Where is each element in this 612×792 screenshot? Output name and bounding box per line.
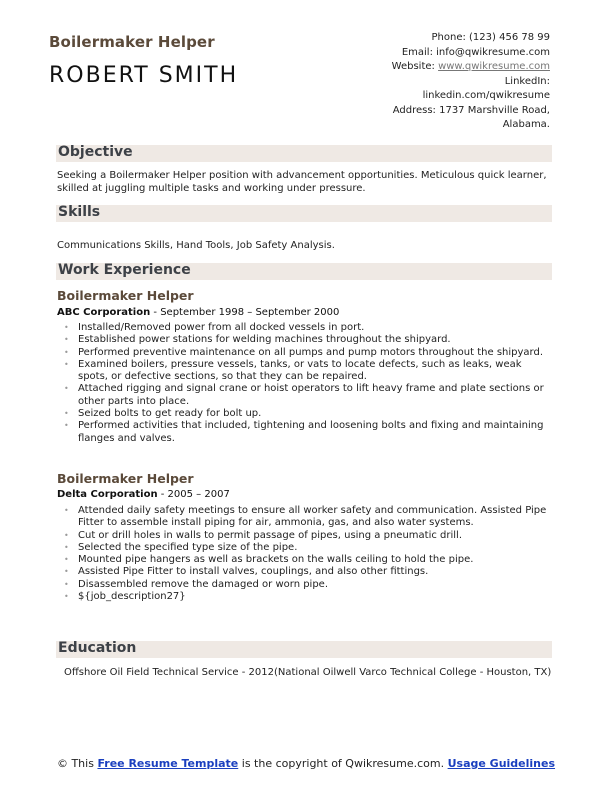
section-title-work-experience: Work Experience	[58, 262, 191, 278]
section-title-objective: Objective	[58, 144, 133, 160]
section-title-education: Education	[58, 640, 137, 656]
job-title-1: Boilermaker Helper	[57, 288, 194, 303]
bullet-item: • Seized bolts to get ready for bolt up.	[62, 408, 552, 420]
section-header-objective	[56, 145, 552, 162]
usage-guidelines-link[interactable]: Usage Guidelines	[447, 757, 556, 770]
job-title-2: Boilermaker Helper	[57, 471, 194, 486]
bullet-item: • Assisted Pipe Fitter to install valves, couplings, and also other fittings.	[62, 566, 552, 578]
bullet-item: • Performed activities that included, tightening and loosening bolts and fixing and maintaining flanges and valves.	[62, 420, 552, 445]
header-job-title: Boilermaker Helper	[49, 33, 215, 51]
job-bullets-2	[62, 505, 552, 603]
bullet-item: • Installed/Removed power from all docked vessels in port.	[62, 322, 552, 334]
skills-text: Communications Skills, Hand Tools, Job Safety Analysis.	[57, 240, 335, 251]
contact-address-line1: Address: 1737 Marshville Road,	[392, 104, 550, 116]
footer-copyright	[0, 757, 612, 771]
footer-prefix: © This	[56, 757, 98, 770]
company-name-1: ABC Corporation	[57, 307, 151, 318]
contact-website	[330, 60, 550, 75]
section-header-work-experience	[56, 263, 552, 280]
free-resume-template-link[interactable]: Free Resume Template	[97, 757, 239, 770]
job-bullets-1	[62, 322, 552, 445]
candidate-name: ROBERT SMITH	[49, 63, 239, 88]
footer-middle: is the copyright of Qwikresume.com.	[238, 757, 448, 770]
section-title-skills: Skills	[58, 204, 101, 220]
company-line-2	[57, 489, 230, 500]
contact-email: Email: info@qwikresume.com	[401, 46, 550, 58]
objective-text: Seeking a Boilermaker Helper position with advancement opportunities. Meticulous quick learner, skilled at juggling multiple tasks and working under pressure.	[57, 170, 547, 194]
bullet-item: • Disassembled remove the damaged or worn pipe.	[62, 579, 552, 591]
company-line-1	[57, 307, 339, 318]
website-label: Website:	[391, 61, 439, 72]
contact-linkedin-value: linkedin.com/qwikresume	[422, 90, 550, 101]
job-dates-1: - September 1998 – September 2000	[150, 307, 340, 318]
website-link[interactable]: www.qwikresume.com	[438, 61, 550, 72]
section-header-education	[56, 641, 552, 658]
education-text: Offshore Oil Field Technical Service - 2012(National Oilwell Varco Technical College - Houston, TX)	[64, 667, 552, 678]
contact-phone: Phone: (123) 456 78 99	[431, 32, 550, 43]
bullet-item: • Examined boilers, pressure vessels, tanks, or vats to locate defects, such as leaks, weak spots, or defective sections, so that they can be repaired.	[62, 359, 552, 384]
contact-address-line2: Alabama.	[502, 119, 550, 130]
contact-linkedin-label: LinkedIn:	[504, 75, 550, 87]
bullet-item: • ${job_description27}	[62, 591, 552, 603]
job-dates-2: - 2005 – 2007	[157, 489, 230, 500]
section-header-skills	[56, 205, 552, 222]
bullet-item: • Cut or drill holes in walls to permit passage of pipes, using a pneumatic drill.	[62, 530, 552, 542]
bullet-item: • Attached rigging and signal crane or hoist operators to lift heavy frame and plate sections or other parts into place.	[62, 383, 552, 408]
bullet-item: • Performed preventive maintenance on all pumps and pump motors throughout the shipyard.	[62, 347, 552, 359]
bullet-item: • Established power stations for welding machines throughout the shipyard.	[62, 334, 552, 346]
bullet-item: • Mounted pipe hangers as well as brackets on the walls ceiling to hold the pipe.	[62, 554, 552, 566]
bullet-item: • Attended daily safety meetings to ensure all worker safety and communication. Assisted Pipe Fitter to assemble install piping for air, ammonia, gas, and also water systems.	[62, 505, 552, 530]
contact-block	[330, 31, 550, 133]
bullet-item: • Selected the specified type size of the pipe.	[62, 542, 552, 554]
company-name-2: Delta Corporation	[57, 489, 158, 500]
